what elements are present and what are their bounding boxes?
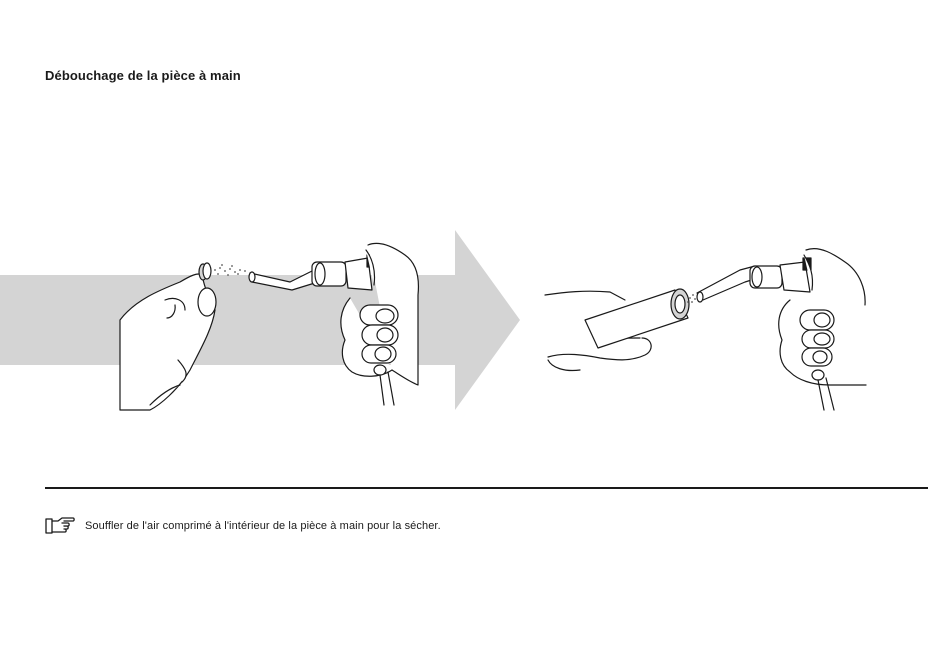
note [45,514,441,538]
note-text: Souffler de l'air comprimé à l'intérieur de la pièce à main pour la sécher. [85,520,441,532]
section-title: Débouchage de la pièce à main [45,68,241,83]
process-arrow-icon [0,230,520,410]
right-scene [545,249,866,410]
cap-part-icon [199,263,211,280]
pointing-hand-icon [45,516,75,536]
section-divider [45,487,928,489]
unclogging-illustration [0,215,950,425]
air-spray-icon [214,264,246,276]
handpiece-icon-2 [697,258,811,302]
